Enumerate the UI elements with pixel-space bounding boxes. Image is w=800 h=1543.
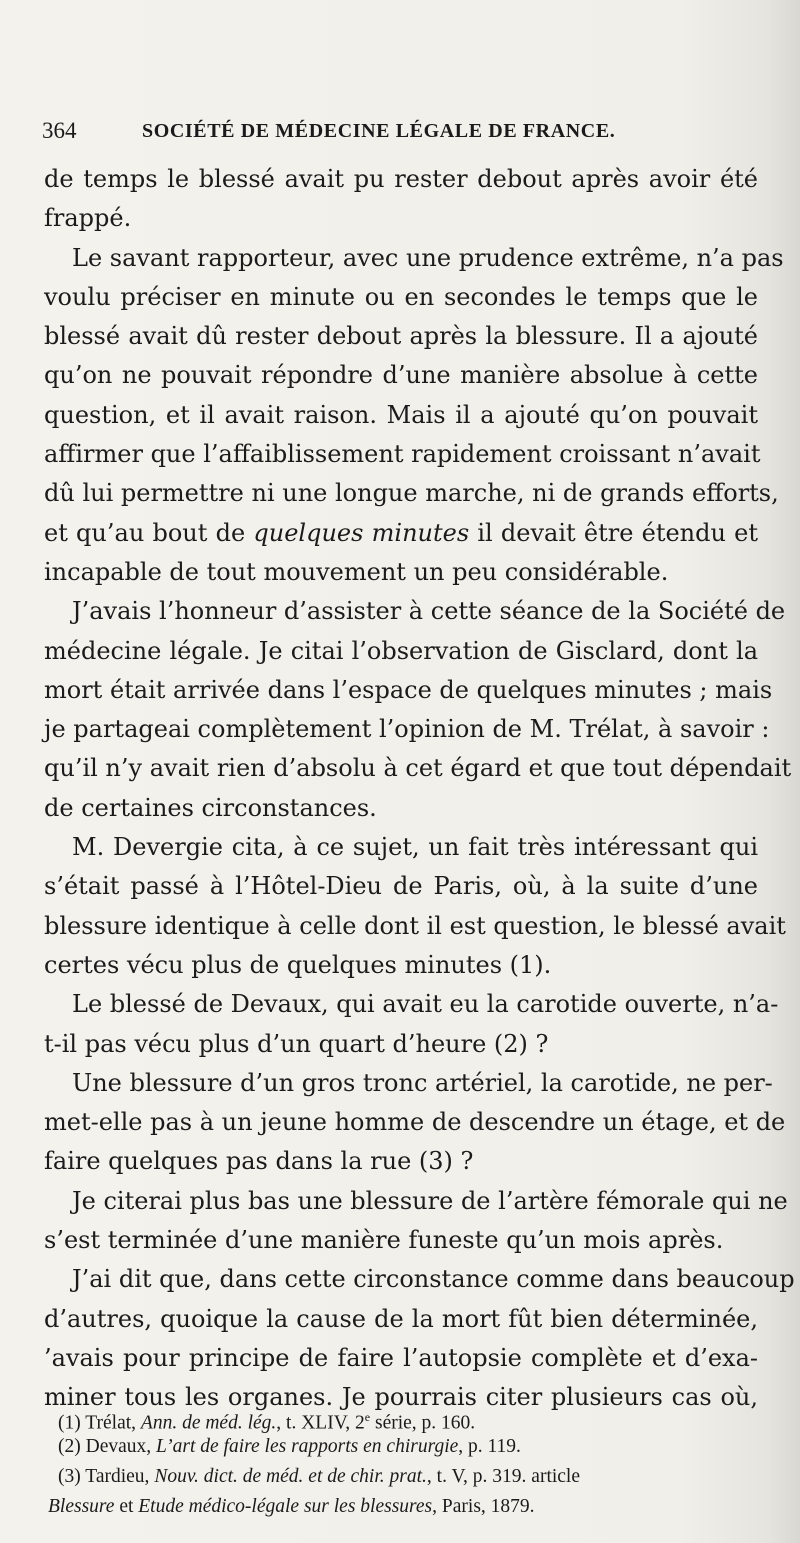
text-line: de temps le blessé avait pu rester debout après avoir été — [44, 165, 758, 193]
footnote-2 — [58, 1432, 766, 1462]
text-line: s’est terminée d’une manière funeste qu’un mois après. — [44, 1226, 724, 1255]
text-line: Une blessure d’un gros tronc artériel, la carotide, ne per- — [72, 1068, 773, 1097]
text-line: question, et il avait raison. Mais il a ajouté qu’on pouvait — [44, 400, 758, 429]
text-line: médecine légale. Je citai l’observation de Gisclard, dont la — [44, 636, 758, 665]
footnote-title: L’art de faire les rapports en chirurgie — [156, 1436, 459, 1457]
footnote-marker: (2) — [58, 1436, 81, 1457]
footnote-author: Devaux, — [85, 1436, 157, 1457]
body-text — [44, 160, 795, 1418]
text-line: J’ai dit que, dans cette circonstance comme dans beaucoup — [72, 1265, 795, 1294]
footnote-text: série, p. 160. — [370, 1412, 476, 1434]
page-number: 364 — [42, 118, 77, 143]
text-line: de certaines circonstances. — [44, 793, 377, 822]
footnote-text: , t. V, p. 319. article — [426, 1466, 581, 1487]
text-line: certes vécu plus de quelques minutes (1). — [44, 950, 552, 979]
page-header — [42, 118, 762, 150]
text-line: Le blessé de Devaux, qui avait eu la carotide ouverte, n’a- — [72, 990, 779, 1019]
footnote-title: Etude médico-légale sur les blessures — [138, 1496, 433, 1517]
italic-phrase: quelques minutes — [253, 518, 470, 547]
footnote-1 — [58, 1402, 766, 1432]
text-line-mixed — [44, 514, 758, 553]
running-title: SOCIÉTÉ DE MÉDECINE LÉGALE DE FRANCE. — [142, 120, 616, 142]
text-line: t-il pas vécu plus d’un quart d’heure (2) ? — [44, 1029, 549, 1058]
text-line: met-elle pas à un jeune homme de descendre un étage, et de — [44, 1108, 786, 1137]
footnote-text: et — [114, 1496, 139, 1517]
text-line: dû lui permettre ni une longue marche, ni de grands efforts, — [44, 479, 779, 508]
text-line: blessé avait dû rester debout après la blessure. Il a ajouté — [44, 322, 758, 351]
text-segment: et qu’au bout de — [44, 518, 254, 547]
text-line: d’autres, quoique la cause de la mort fût bien déterminée, — [44, 1304, 758, 1333]
footnote-marker: (1) — [58, 1412, 81, 1434]
text-line: qu’il n’y avait rien d’absolu à cet égard et que tout dépendait — [44, 754, 792, 783]
text-line: Le savant rapporteur, avec une prudence extrême, n’a pas — [72, 243, 784, 272]
text-line: incapable de tout mouvement un peu considérable. — [44, 557, 669, 586]
text-line: ’avais pour principe de faire l’autopsie complète et d’exa- — [44, 1343, 758, 1372]
text-line: J’avais l’honneur d’assister à cette séance de la Société de — [72, 597, 786, 626]
text-line: frappé. — [44, 204, 132, 233]
text-line: qu’on ne pouvait répondre d’une manière absolue à cette — [44, 361, 758, 390]
footnote-marker: (3) — [58, 1466, 81, 1487]
footnote-superscript: e — [364, 1410, 371, 1424]
text-line: affirmer que l’affaiblissement rapidement croissant n’avait — [44, 440, 761, 469]
text-line: faire quelques pas dans la rue (3) ? — [44, 1147, 474, 1176]
text-line: je partageai complètement l’opinion de M. Trélat, à savoir : — [44, 715, 770, 744]
footnote-text: , p. 119. — [458, 1436, 521, 1457]
footnote-author: Trélat, — [85, 1412, 141, 1434]
text-line: miner tous les organes. Je pourrais citer plusieurs cas où, — [44, 1383, 758, 1412]
footnote-3 — [58, 1462, 766, 1492]
text-line: M. Devergie cita, à ce sujet, un fait très intéressant qui — [72, 833, 758, 862]
text-line: mort était arrivée dans l’espace de quelques minutes ; mais — [44, 675, 773, 704]
footnote-text: , t. XLIV, 2 — [276, 1412, 365, 1434]
footnotes — [48, 1402, 766, 1522]
text-line: Je citerai plus bas une blessure de l’artère fémorale qui ne — [72, 1186, 788, 1215]
text-line: s’était passé à l’Hôtel-Dieu de Paris, où, à la suite d’une — [44, 872, 758, 901]
footnote-3-continuation — [48, 1492, 766, 1522]
footnote-text: , Paris, 1879. — [432, 1496, 535, 1517]
footnote-title: Nouv. dict. de méd. et de chir. prat. — [154, 1466, 427, 1487]
footnote-author: Tardieu, — [85, 1466, 155, 1487]
text-segment: il devait être étendu et — [469, 518, 759, 547]
text-line: blessure identique à celle dont il est question, le blessé avait — [44, 911, 786, 940]
footnote-title: Blessure — [48, 1496, 115, 1517]
text-line: voulu préciser en minute ou en secondes le temps que le — [44, 282, 758, 311]
footnote-title: Ann. de méd. lég. — [140, 1412, 277, 1434]
